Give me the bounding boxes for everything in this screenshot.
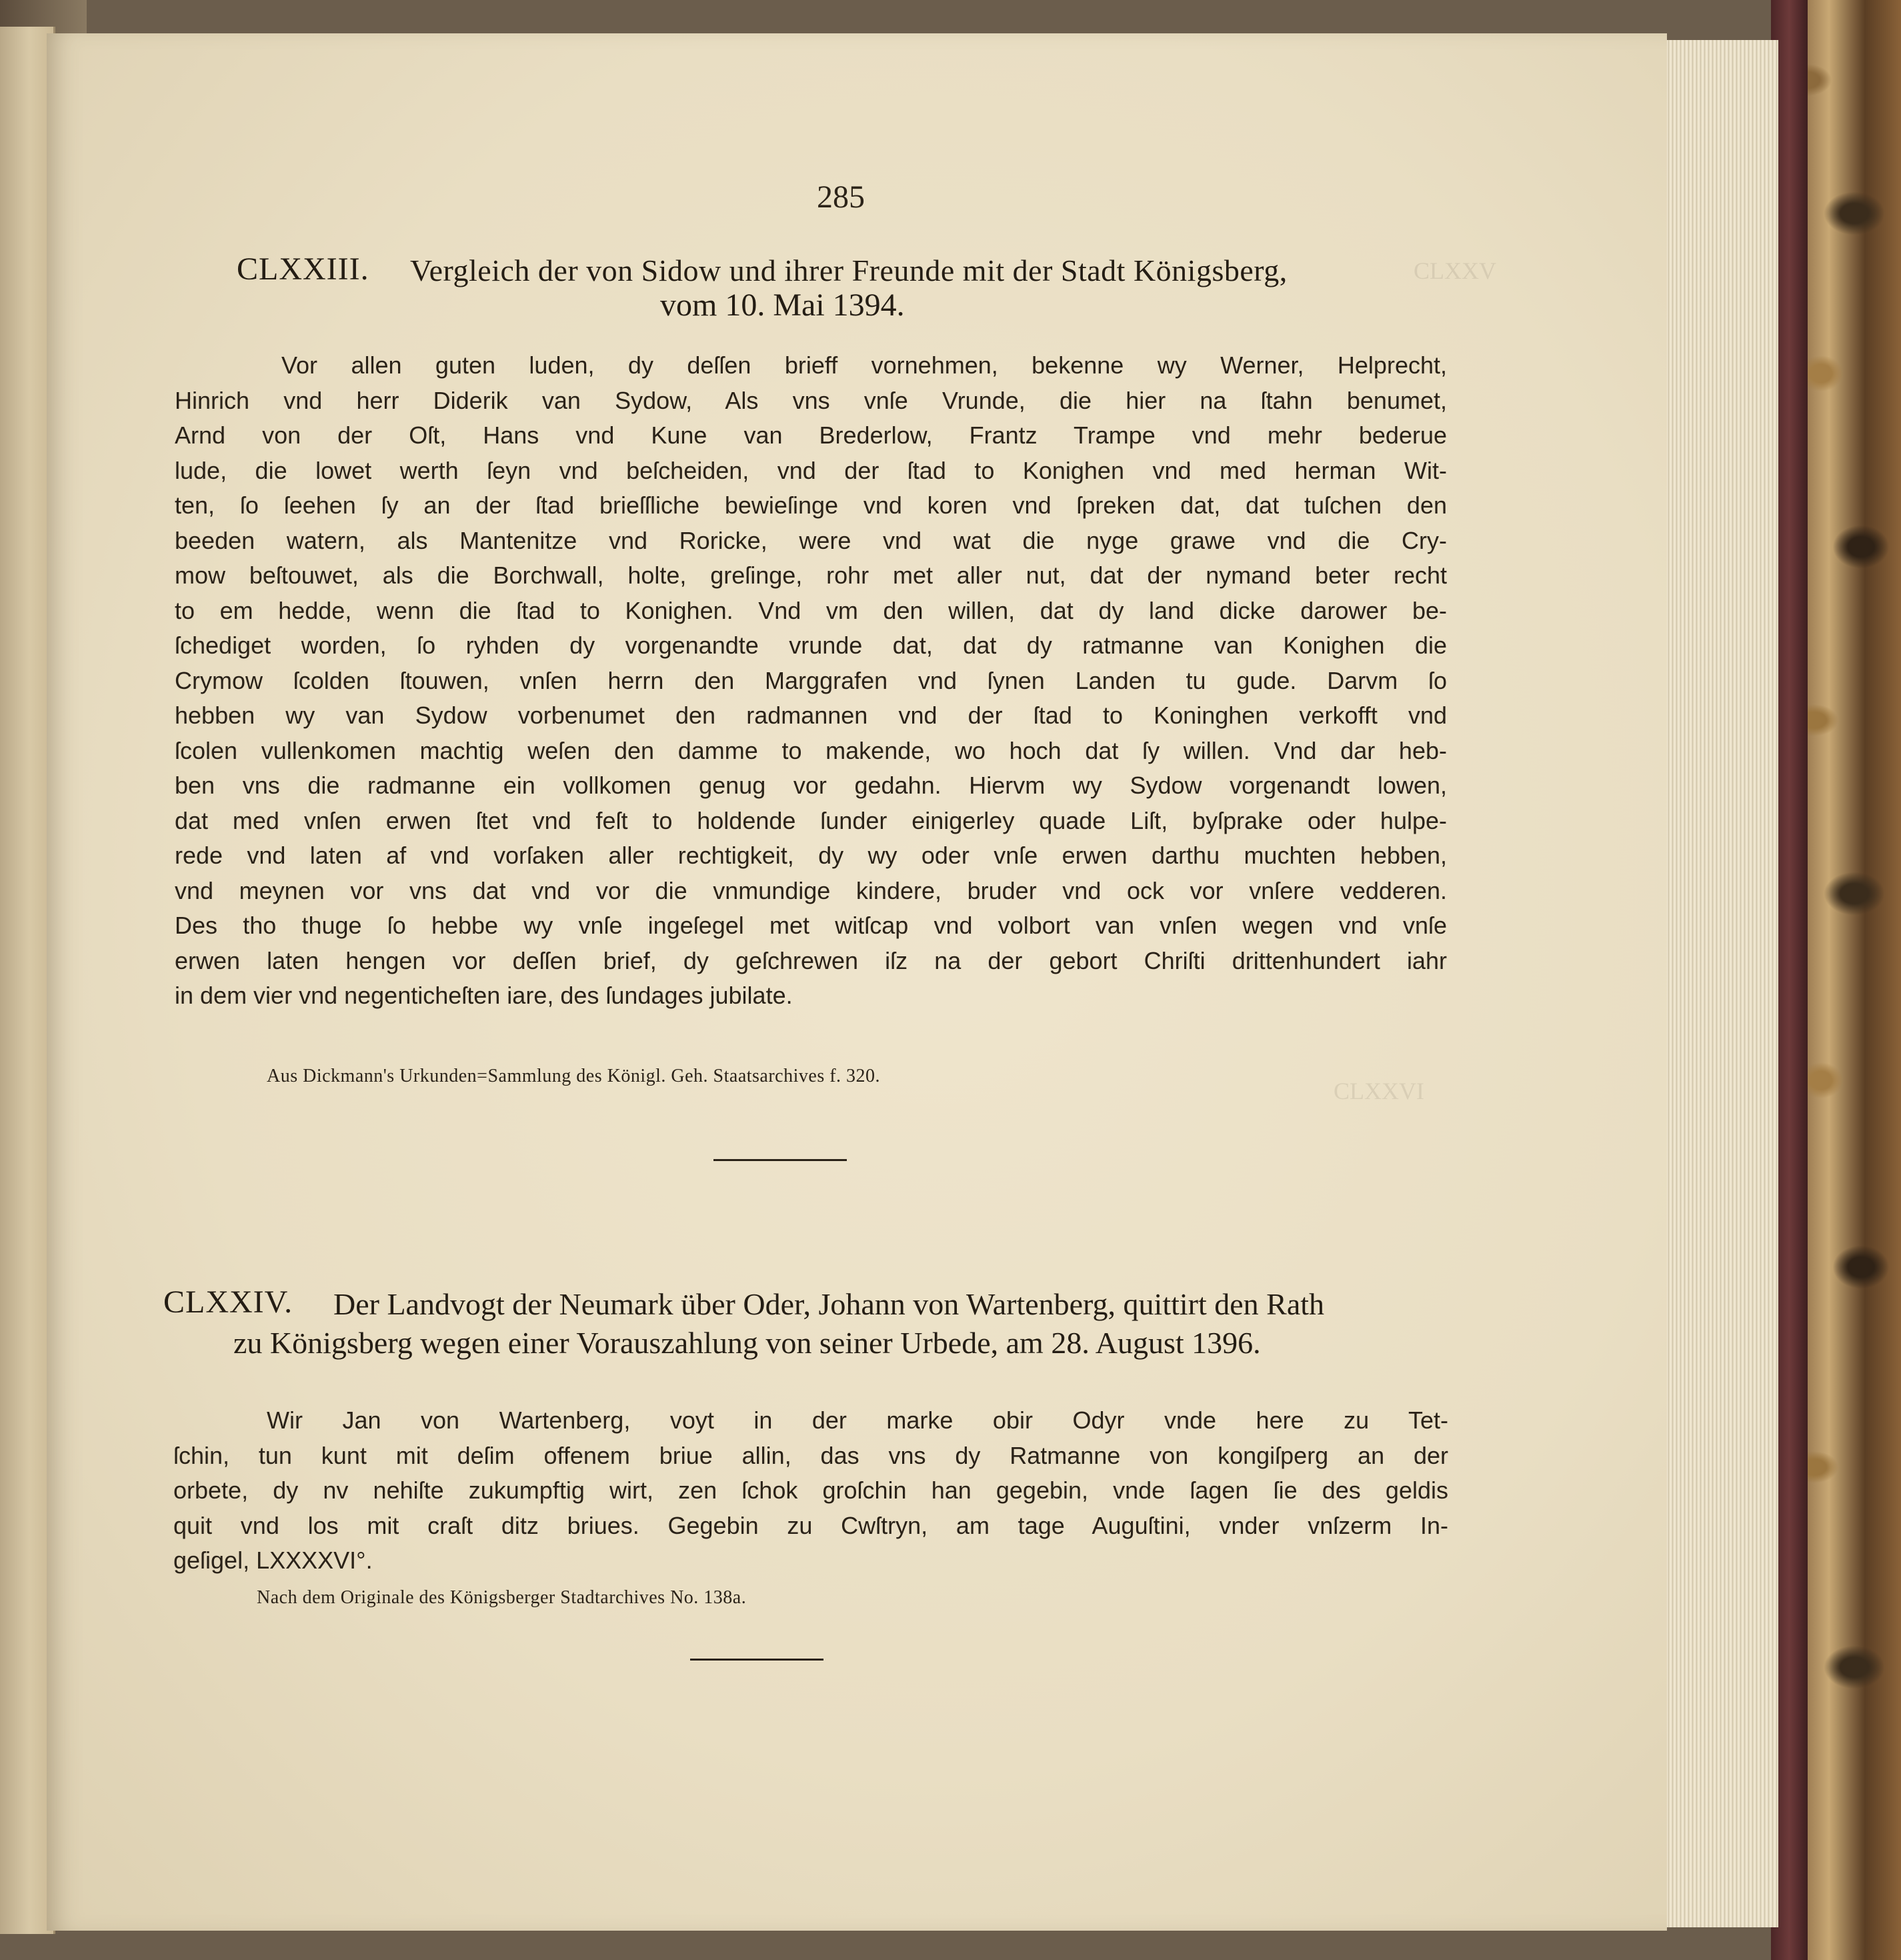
text-line: dat med vnſen erwen ſtet vnd feſt to holdende ſunder einigerley quade Liſt, byſprake oder hulpe-	[175, 806, 1447, 834]
page-block-edges	[1660, 40, 1778, 1927]
text-line: ſchin, tun kunt mit deſim offenem briue allin, das vns dy Ratmanne von kongiſperg an der	[173, 1441, 1448, 1469]
text-line: ben vns die radmanne ein vollkomen genug vor gedahn. Hiervm wy Sydow vorgenandt lowen,	[175, 772, 1447, 799]
text-line: Vor allen guten luden, dy deſſen brieff vornehmen, bekenne wy Werner, Helprecht,	[281, 351, 1447, 379]
text-line: in dem vier vnd negenticheſten iare, des ſundages jubilate.	[175, 982, 793, 1009]
document-title: Vergleich der von Sidow und ihrer Freunde mit der Stadt Königsberg,	[410, 253, 1288, 287]
text-line: Wir Jan von Wartenberg, voyt in der marke obir Odyr vnde here zu Tet-	[267, 1406, 1448, 1434]
text-line: Crymow ſcolden ſtouwen, vnſen herrn den Marggrafen vnd ſynen Landen tu gude. Darvm ſo	[175, 666, 1447, 694]
text-line: vnd meynen vor vns dat vnd vor die vnmundige kindere, bruder vnd ock vor vnſere vedderen.	[175, 876, 1447, 904]
show-through-text: CLXXV	[1414, 257, 1496, 284]
text-line: hebben wy van Sydow vorbenumet den radmannen vnd der ſtad to Koninghen verkofft vnd	[175, 702, 1447, 729]
text-line: erwen laten hengen vor deſſen brief, dy geſchrewen iſz na der gebort Chriſti drittenhundert iahr	[175, 946, 1447, 974]
text-line: ſcolen vullenkomen machtig weſen den damme to makende, wo hoch dat ſy willen. Vnd dar heb-	[175, 736, 1447, 764]
text-line: geſigel, LXXXXVI°.	[173, 1547, 373, 1574]
text-line: Hinrich vnd herr Diderik van Sydow, Als vns vnſe Vrunde, die hier na ſtahn benumet,	[175, 386, 1447, 414]
document-body	[173, 1403, 1448, 1579]
document-title: Der Landvogt der Neumark über Oder, Johann von Wartenberg, quittirt den Rath	[333, 1287, 1325, 1321]
text-line: ſchediget worden, ſo ryhden dy vorgenandte vrunde dat, dat dy ratmanne van Konighen die	[175, 632, 1447, 659]
page-number: 285	[817, 179, 865, 215]
text-line: quit vnd los mit craſt ditz briues. Gegebin zu Cwſtryn, am tage Auguſtini, vnder vnſzerm In-	[173, 1511, 1448, 1539]
section-divider	[690, 1659, 823, 1661]
text-line: rede vnd laten af vnd vorſaken aller rechtigkeit, dy wy oder vnſe erwen darthu muchten hebben,	[175, 842, 1447, 869]
text-line: to em hedde, wenn die ſtad to Konighen. Vnd vm den willen, dat dy land dicke darower be-	[175, 596, 1447, 624]
book-page	[47, 33, 1667, 1931]
show-through-text: CLXXVI	[1334, 1078, 1424, 1104]
section-divider	[713, 1159, 847, 1161]
document-numeral: CLXXIV.	[163, 1284, 293, 1320]
document-body	[175, 348, 1447, 1014]
source-note: Aus Dickmann's Urkunden=Sammlung des Königl. Geh. Staatsarchives f. 320.	[267, 1066, 881, 1086]
document-title-date: zu Königsberg wegen einer Vorauszahlung von seiner Urbede, am 28. August 1396.	[233, 1326, 1261, 1360]
source-note: Nach dem Originale des Königsberger Stadtarchives No. 138a.	[257, 1587, 747, 1608]
document-title-date: vom 10. Mai 1394.	[660, 287, 905, 323]
document-numeral: CLXXIII.	[237, 251, 369, 287]
text-line: ten, ſo ſeehen ſy an der ſtad brieſſliche bewieſinge vnd koren vnd ſpreken dat, dat tuſchen den	[175, 492, 1447, 519]
text-line: lude, die lowet werth ſeyn vnd beſcheiden, vnd der ſtad to Konighen vnd med herman Wit-	[175, 456, 1447, 484]
text-line: Arnd von der Oſt, Hans vnd Kune van Brederlow, Frantz Trampe vnd mehr bederue	[175, 421, 1447, 449]
text-line: mow beſtouwet, als die Borchwall, holte, greſinge, rohr met aller nut, dat der nymand beter recht	[175, 562, 1447, 589]
text-line: Des tho thuge ſo hebbe wy vnſe ingeſegel met witſcap vnd volbort van vnſen wegen vnd vnſe	[175, 912, 1447, 939]
text-line: beeden watern, als Mantenitze vnd Roricke, were vnd wat die nyge grawe vnd die Cry-	[175, 526, 1447, 554]
text-line: orbete, dy nv nehiſte zukumpftig wirt, zen ſchok groſchin han gegebin, vnde ſagen ſie des geldis	[173, 1477, 1448, 1504]
